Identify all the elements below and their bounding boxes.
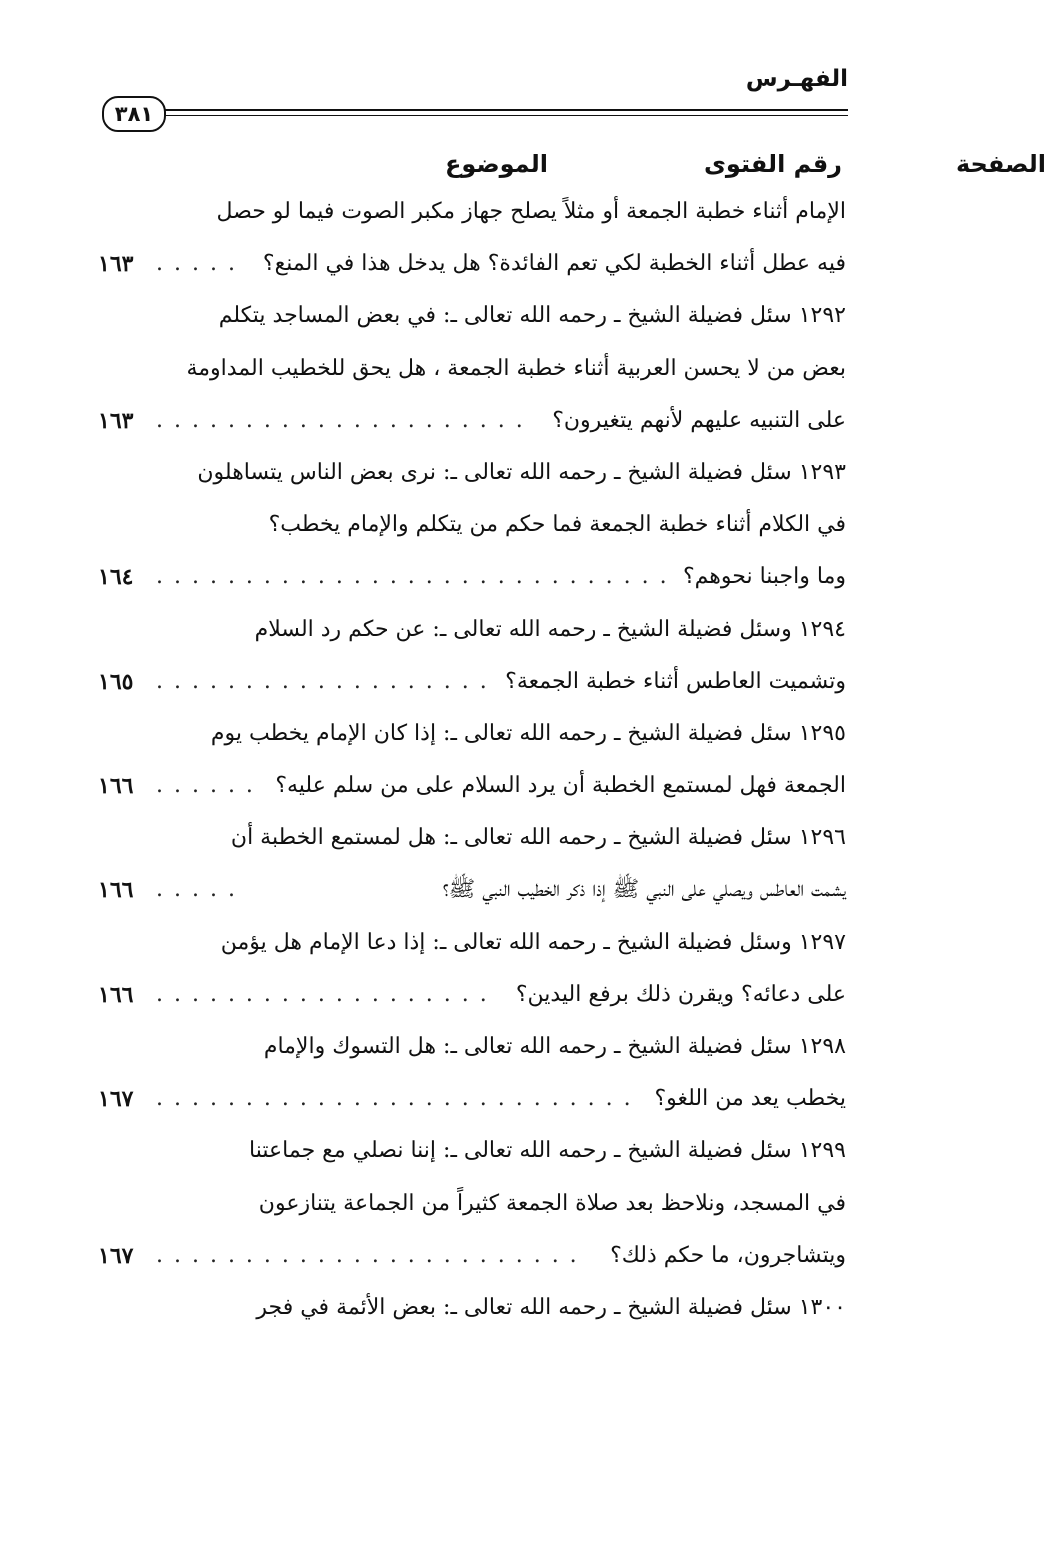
leader-dots: . . . . . . . . . . . . . . . . . . . bbox=[156, 668, 489, 694]
index-line bbox=[98, 499, 846, 551]
index-line-text: وتشميت العاطس أثناء خطبة الجمعة؟ bbox=[505, 668, 846, 694]
column-header-fatwa-number: رقم الفتوى bbox=[703, 150, 842, 178]
leader-dots: . . . . . . . . . . . . . . . . . . . . . bbox=[156, 407, 525, 433]
index-line-text: الإمام أثناء خطبة الجمعة أو مثلاً يصلح جهاز مكبر الصوت فيما لو حصل bbox=[216, 199, 846, 224]
index-line bbox=[98, 1282, 846, 1334]
index-line-text: ويتشاجرون، ما حكم ذلك؟ bbox=[610, 1242, 846, 1268]
index-line-text: على التنبيه عليهم لأنهم يتغيرون؟ bbox=[552, 407, 846, 433]
leader-dots: . . . . . bbox=[156, 251, 237, 277]
index-line-text: فيه عطل أثناء الخطبة لكي تعم الفائدة؟ هل يدخل هذا في المنع؟ bbox=[262, 251, 846, 277]
index-line-text: يشمت العاطس ويصلي على النبي ﷺ إذا ذكر الخطيب النبي ﷺ؟ bbox=[442, 877, 846, 903]
index-line bbox=[98, 395, 846, 447]
index-line bbox=[98, 343, 846, 395]
leader-dots: . . . . . . . . . . . . . . . . . . . bbox=[156, 981, 489, 1007]
column-header-page: الصفحة bbox=[955, 150, 1046, 178]
header-rule-thin bbox=[144, 115, 848, 116]
leader-dots: . . . . . . . . . . . . . . . . . . . . . . . . . . . . . bbox=[156, 564, 669, 590]
index-line bbox=[98, 186, 846, 238]
index-line bbox=[98, 1125, 846, 1177]
index-line-text: ١٢٩٣ سئل فضيلة الشيخ ـ رحمه الله تعالى ـ: نرى بعض الناس يتساهلون bbox=[197, 459, 846, 485]
running-head: الفهـرس bbox=[745, 66, 848, 92]
index-entries bbox=[98, 186, 846, 1334]
index-line bbox=[98, 969, 846, 1021]
index-line-text: في المسجد، ونلاحظ بعد صلاة الجمعة كثيراً من الجماعة يتنازعون bbox=[258, 1190, 846, 1216]
index-line-text: ١٢٩٦ سئل فضيلة الشيخ ـ رحمه الله تعالى ـ: هل لمستمع الخطبة أن bbox=[230, 825, 846, 851]
index-line bbox=[98, 447, 846, 499]
index-line bbox=[98, 656, 846, 708]
index-line bbox=[98, 708, 846, 760]
leader-dots: . . . . . . . . . . . . . . . . . . . . . . . . bbox=[156, 1242, 579, 1268]
leader-dots: . . . . . bbox=[156, 877, 237, 903]
index-line-text: الجمعة فهل لمستمع الخطبة أن يرد السلام على من سلم عليه؟ bbox=[275, 773, 846, 799]
leader-dots: . . . . . . . . . . . . . . . . . . . . . . . . . . . bbox=[156, 1086, 633, 1112]
header-rule-thick bbox=[144, 109, 848, 111]
index-line bbox=[98, 551, 846, 603]
column-header-topic: الموضوع bbox=[445, 150, 549, 178]
index-line-text: ١٢٩٥ سئل فضيلة الشيخ ـ رحمه الله تعالى ـ: إذا كان الإمام يخطب يوم bbox=[210, 720, 846, 746]
page-reference: ١٦٣ bbox=[98, 251, 134, 278]
index-line bbox=[98, 290, 846, 342]
page-reference: ١٦٧ bbox=[98, 1242, 134, 1269]
index-line-text: ١٢٩٨ سئل فضيلة الشيخ ـ رحمه الله تعالى ـ: هل التسوك والإمام bbox=[263, 1034, 846, 1059]
index-line-text: على دعائه؟ ويقرن ذلك برفع اليدين؟ bbox=[515, 981, 846, 1007]
page-reference: ١٦٦ bbox=[98, 877, 134, 904]
page-reference: ١٦٧ bbox=[98, 1086, 134, 1113]
index-line bbox=[98, 760, 846, 812]
index-line-text: ١٢٩٢ سئل فضيلة الشيخ ـ رحمه الله تعالى ـ: في بعض المساجد يتكلم bbox=[218, 303, 846, 329]
leader-dots: . . . . . . bbox=[156, 773, 255, 799]
index-line-text: وما واجبنا نحوهم؟ bbox=[682, 564, 846, 590]
page-reference: ١٦٥ bbox=[98, 668, 134, 695]
index-line bbox=[98, 238, 846, 290]
index-line bbox=[98, 864, 846, 916]
header-rule bbox=[102, 104, 848, 126]
index-line bbox=[98, 812, 846, 864]
index-line bbox=[98, 604, 846, 656]
index-line-text: بعض من لا يحسن العربية أثناء خطبة الجمعة ، هل يحق للخطيب المداومة bbox=[186, 355, 846, 381]
page-reference: ١٦٦ bbox=[98, 773, 134, 800]
index-line-text: ١٢٩٤ وسئل فضيلة الشيخ ـ رحمه الله تعالى ـ: عن حكم رد السلام bbox=[254, 616, 846, 642]
index-line bbox=[98, 1178, 846, 1230]
page-reference: ١٦٣ bbox=[98, 407, 134, 434]
index-line-text: في الكلام أثناء خطبة الجمعة فما حكم من يتكلم والإمام يخطب؟ bbox=[268, 512, 846, 538]
index-line-text: يخطب يعد من اللغو؟ bbox=[654, 1086, 846, 1112]
index-line-text: ١٢٩٩ سئل فضيلة الشيخ ـ رحمه الله تعالى ـ: إننا نصلي مع جماعتنا bbox=[249, 1138, 846, 1164]
index-line bbox=[98, 1073, 846, 1125]
page-number: ٣٨١ bbox=[102, 96, 166, 132]
index-line-text: ١٢٩٧ وسئل فضيلة الشيخ ـ رحمه الله تعالى ـ: إذا دعا الإمام هل يؤمن bbox=[220, 929, 846, 955]
index-line bbox=[98, 917, 846, 969]
index-line bbox=[98, 1021, 846, 1073]
page-reference: ١٦٤ bbox=[98, 564, 134, 591]
page-reference: ١٦٦ bbox=[98, 981, 134, 1008]
index-line-text: ١٣٠٠ سئل فضيلة الشيخ ـ رحمه الله تعالى ـ: بعض الأئمة في فجر bbox=[256, 1294, 846, 1320]
index-line bbox=[98, 1230, 846, 1282]
